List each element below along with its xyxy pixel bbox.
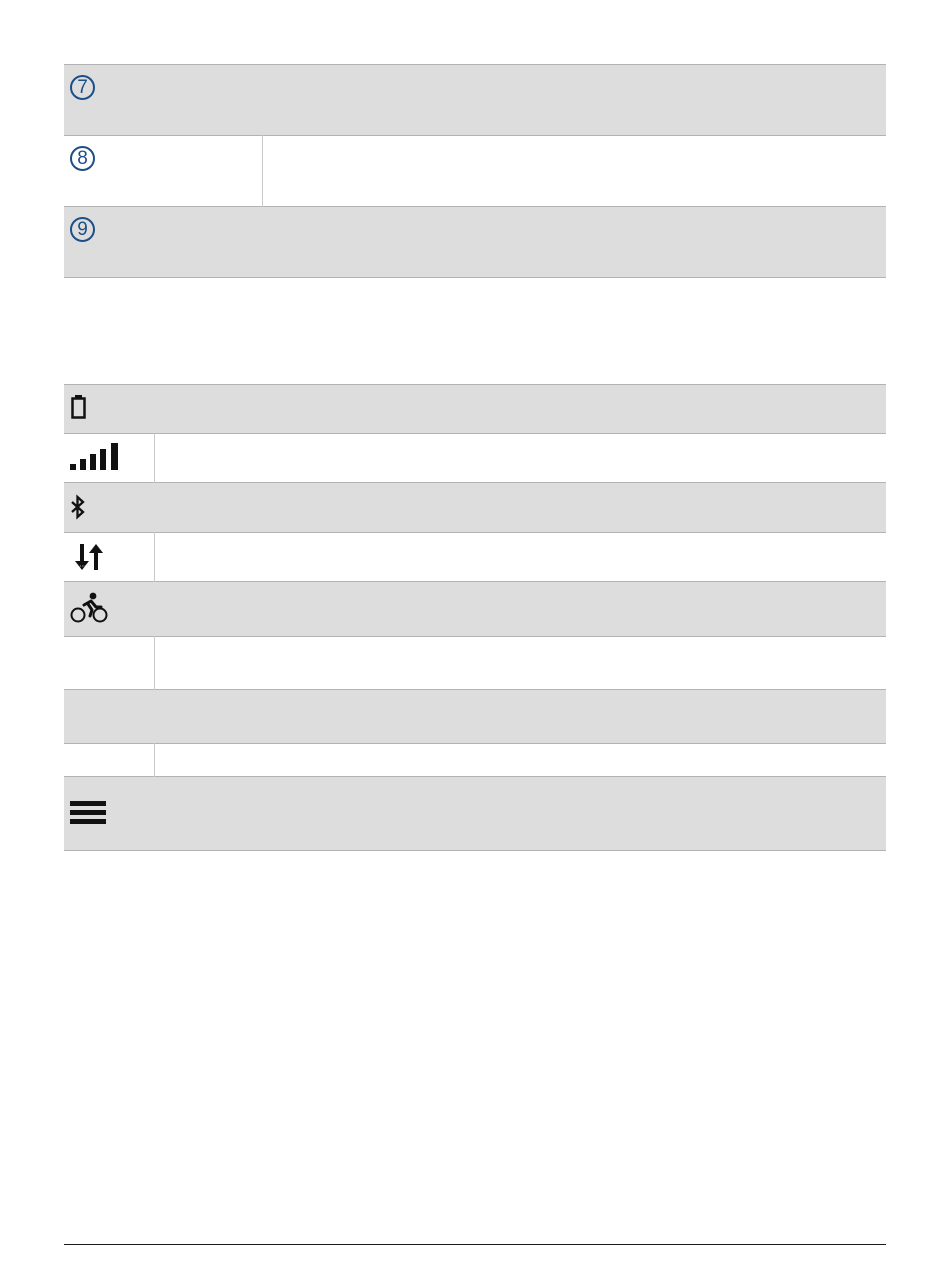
table-cell: [262, 136, 886, 207]
table-row: [64, 637, 886, 690]
table-cell: [154, 434, 886, 483]
table-cell: [64, 690, 886, 744]
bluetooth-icon: [70, 494, 86, 522]
table-row: [64, 136, 886, 207]
table-row: [64, 777, 886, 851]
callout-number-8: 8: [70, 146, 95, 171]
table-row: [64, 65, 886, 136]
table-cell: [64, 385, 886, 434]
table-cell: [64, 533, 154, 582]
table-cell: [64, 777, 886, 851]
table-row: [64, 690, 886, 744]
footer-rule: [64, 1244, 886, 1245]
table-row: [64, 582, 886, 637]
table-row: [64, 533, 886, 582]
table-cell: [64, 637, 154, 690]
table-cell: [64, 65, 886, 136]
table-row: [64, 385, 886, 434]
table-cell: [64, 744, 154, 777]
table-cell: [154, 744, 886, 777]
table-row: [64, 483, 886, 533]
callout-number-7: 7: [70, 75, 95, 100]
table-cell: [64, 136, 262, 207]
table-cell: [154, 533, 886, 582]
callout-number-9: 9: [70, 217, 95, 242]
table-cell: [64, 434, 154, 483]
table-cell: [64, 582, 886, 637]
callout-table: [64, 64, 886, 278]
table-cell: [154, 637, 886, 690]
bicycle-icon: [70, 591, 110, 625]
table-row: [64, 207, 886, 278]
data-transfer-icon: [70, 542, 110, 572]
table-cell: [64, 207, 886, 278]
battery-icon: [70, 394, 90, 424]
status-icon-table: [64, 384, 886, 851]
table-row: [64, 744, 886, 777]
menu-icon: [70, 798, 108, 828]
signal-strength-icon: [70, 442, 120, 472]
table-cell: [64, 483, 886, 533]
table-row: [64, 434, 886, 483]
